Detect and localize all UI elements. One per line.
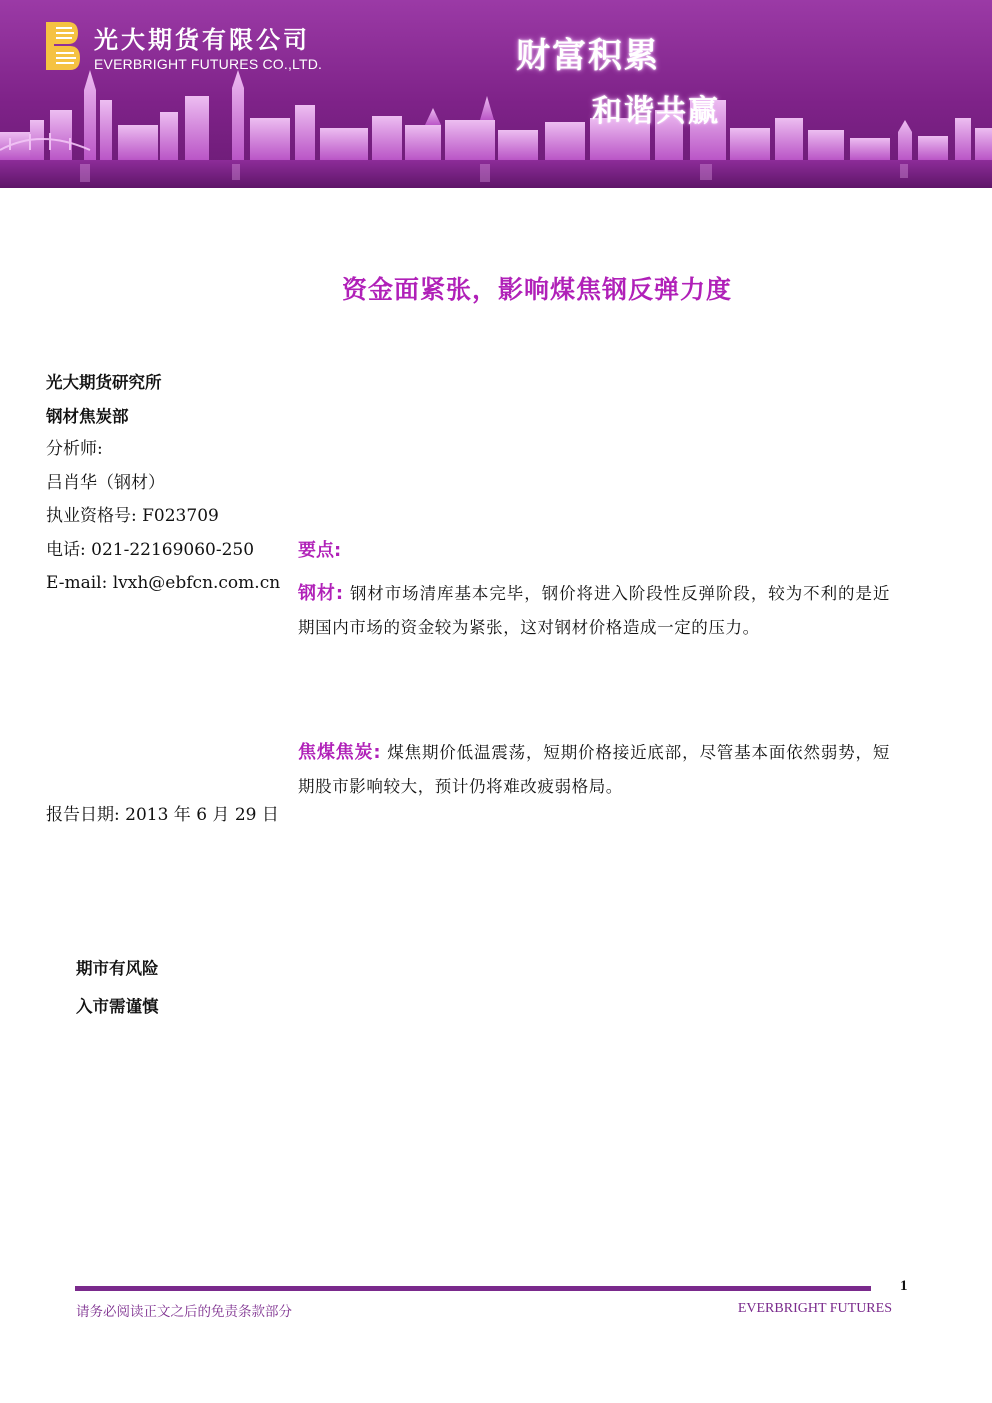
- institute-name: 光大期货研究所: [46, 373, 162, 392]
- steel-paragraph: [298, 577, 890, 645]
- email-address: E-mail: lvxh@ebfcn.com.cn: [46, 573, 281, 593]
- license-number: 执业资格号: F023709: [46, 506, 219, 526]
- analyst-label: 分析师:: [46, 439, 103, 459]
- key-points-heading: 要点:: [298, 540, 342, 561]
- department-name: 钢材焦炭部: [46, 406, 129, 426]
- steel-label: 钢材:: [298, 583, 344, 604]
- analyst-name: 吕肖华（钢材）: [46, 472, 165, 493]
- header-banner: [0, 0, 992, 188]
- footer-brand: EVERBRIGHT FUTURES: [737, 1301, 892, 1316]
- author-info: [46, 366, 286, 601]
- slogan-line-2: 和谐共赢: [592, 94, 720, 129]
- everbright-logo-icon: [46, 22, 80, 70]
- risk-line-1: 期市有风险: [76, 959, 159, 978]
- disclaimer-note: 请务必阅读正文之后的免责条款部分: [76, 1304, 292, 1320]
- footer-divider: [75, 1286, 871, 1291]
- coke-label: 焦煤焦炭:: [298, 742, 382, 763]
- company-name-cn: 光大期货有限公司: [94, 26, 310, 54]
- slogan-line-1: 财富积累: [516, 36, 660, 76]
- coke-paragraph: [298, 736, 890, 804]
- phone-number: 电话: 021-22169060-250: [46, 539, 255, 560]
- coke-text: 煤焦期价低温震荡，短期价格接近底部，尽管基本面依然弱势，短期股市影响较大，预计仍将难改疲弱格局。: [298, 743, 890, 796]
- page-number: 1: [900, 1278, 908, 1294]
- risk-line-2: 入市需谨慎: [76, 997, 159, 1016]
- steel-text: 钢材市场清库基本完毕，钢价将进入阶段性反弹阶段，较为不利的是近期国内市场的资金较为紧张，这对钢材价格造成一定的压力。: [298, 584, 890, 637]
- company-name-en: EVERBRIGHT FUTURES CO.,LTD.: [94, 56, 323, 72]
- document-title: 资金面紧张，影响煤焦钢反弹力度: [342, 275, 733, 304]
- report-date: 报告日期: 2013 年 6 月 29 日: [46, 805, 279, 825]
- risk-notice: [76, 950, 159, 1026]
